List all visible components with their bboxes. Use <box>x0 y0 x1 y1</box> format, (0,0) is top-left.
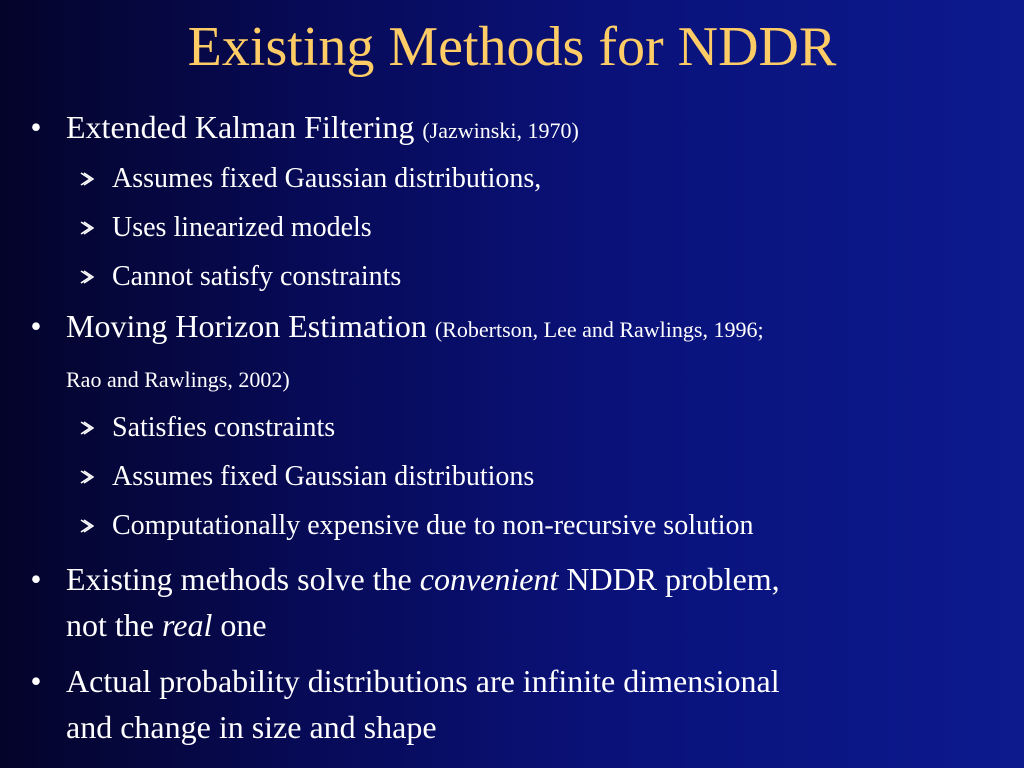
subbullet-text: Uses linearized models <box>112 212 372 243</box>
chevron-right-icon <box>78 469 94 485</box>
slide-title: Existing Methods for NDDR <box>187 16 837 78</box>
bullet-dot-icon: • <box>30 663 42 699</box>
subbullet-text: Computationally expensive due to non-recursive solution <box>112 510 754 541</box>
bullet-dot-icon: • <box>30 308 42 344</box>
subbullet-item <box>26 403 986 452</box>
bullet-emphasis: real <box>161 607 213 643</box>
bullet-text-part: not the <box>66 607 162 643</box>
subbullet-text: Assumes fixed Gaussian distributions, <box>112 163 542 194</box>
bullet-dot-icon: • <box>30 561 42 597</box>
bullet-dot-icon: • <box>30 109 42 145</box>
chevron-right-icon <box>78 171 94 187</box>
bullet-existing-methods <box>26 556 986 648</box>
chevron-right-icon <box>78 269 94 285</box>
bullet-text: Extended Kalman Filtering <box>66 109 415 145</box>
subbullet-text: Satisfies constraints <box>112 412 336 443</box>
bullet-text: Moving Horizon Estimation <box>66 308 427 344</box>
chevron-right-icon <box>78 420 94 436</box>
subbullet-item <box>26 154 986 203</box>
subbullet-text: Cannot satisfy constraints <box>112 261 402 292</box>
bullet-citation: (Jazwinski, 1970) <box>422 118 579 143</box>
subbullet-item <box>26 252 986 301</box>
bullet-citation: (Robertson, Lee and Rawlings, 1996; <box>434 317 764 342</box>
chevron-right-icon <box>78 518 94 534</box>
bullet-actual-distributions <box>26 658 986 750</box>
bullet-text-continued: and change in size and shape <box>66 709 437 745</box>
bullet-text-part: Existing methods solve the <box>66 561 420 597</box>
bullet-text-part: NDDR problem, <box>558 561 780 597</box>
subbullet-text: Assumes fixed Gaussian distributions <box>112 461 535 492</box>
slide-content <box>26 104 986 750</box>
bullet-text: Actual probability distributions are infinite dimensional <box>66 663 780 699</box>
bullet-citation-continued: Rao and Rawlings, 2002) <box>66 367 290 392</box>
bullet-moving-horizon <box>26 303 986 399</box>
chevron-right-icon <box>78 220 94 236</box>
bullet-extended-kalman <box>26 104 986 154</box>
subbullet-item <box>26 203 986 252</box>
bullet-text-part: one <box>212 607 267 643</box>
subbullet-item <box>26 501 986 550</box>
bullet-emphasis: convenient <box>419 561 559 597</box>
subbullet-item <box>26 452 986 501</box>
